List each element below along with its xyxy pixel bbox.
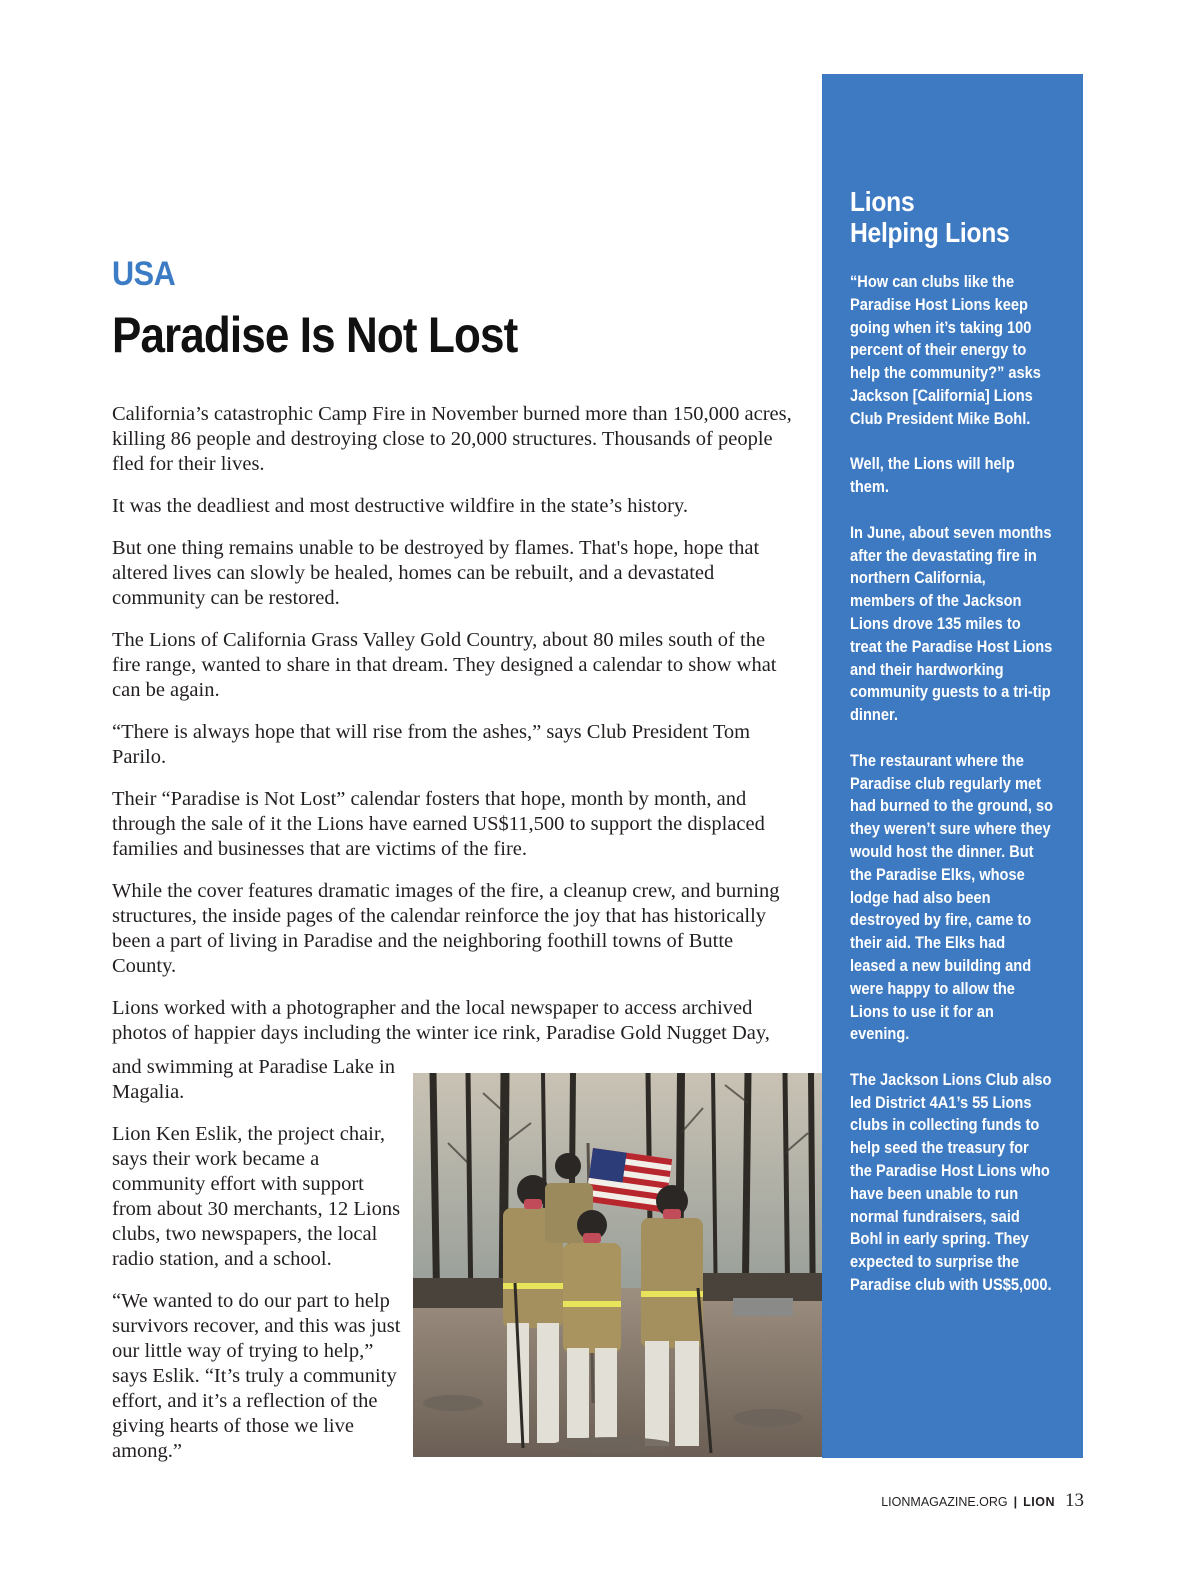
sidebar-paragraph: The restaurant where the Paradise club regularly met had burned to the ground, so they weren’t sure where they would host the dinner. But the Paradise Elks, whose lodge had also been destroyed by fire, came to their aid. The Elks had leased a new building and were happy to allow the Lions to use it for an evening. [850, 750, 1054, 1044]
article-paragraph: Lions worked with a photographer and the local newspaper to access archived photos of happier days including the winter ice rink, Paradise Gold Nugget Day, [112, 997, 770, 1044]
article-body [112, 402, 792, 1063]
sidebar-paragraph: In June, about seven months after the devastating fire in northern California, members of the Jackson Lions drove 135 miles to treat the Paradise Host Lions and their hardworking community guests to a tri-tip dinner. [850, 522, 1053, 725]
page-number: 13 [1065, 1490, 1084, 1511]
article-narrow-column [112, 1055, 402, 1481]
sidebar-paragraph: The Jackson Lions Club also led District 4A1’s 55 Lions clubs in collecting funds to help seed the treasury for the Paradise Host Lions who have been unable to run normal fundraisers, said Bohl in early spring. They expected to surprise the Paradise club with US$5,000. [850, 1069, 1052, 1295]
sidebar-title [850, 186, 1052, 248]
sidebar-paragraph: Well, the Lions will help them. [850, 454, 1015, 497]
article-paragraph: While the cover features dramatic images of the fire, a cleanup crew, and burning structures, the inside pages of the calendar reinforce the joy that has historically been a part of living in Paradise and the neighboring foothill towns of Butte County. [112, 880, 780, 977]
article-paragraph: The Lions of California Grass Valley Gold Country, about 80 miles south of the fire range, wanted to share in that dream. They designed a calendar to show what can be again. [112, 629, 777, 701]
article-paragraph: California’s catastrophic Camp Fire in November burned more than 150,000 acres, killing 86 people and destroying close to 20,000 structures. Thousands of people fled for their lives. [112, 403, 792, 475]
footer-separator: | [1013, 1495, 1018, 1509]
sidebar-box [822, 74, 1083, 1458]
footer-brand: LION [1023, 1495, 1055, 1509]
article-paragraph: Their “Paradise is Not Lost” calendar fosters that hope, month by month, and through the sale of it the Lions have earned US$11,500 to support the displaced families and businesses that are victims of the fire. [112, 788, 765, 860]
article-paragraph: But one thing remains unable to be destroyed by flames. That's hope, hope that altered lives can slowly be healed, homes can be rebuilt, and a devastated community can be restored. [112, 537, 760, 609]
article-paragraph: It was the deadliest and most destructive wildfire in the state’s history. [112, 495, 688, 517]
article-paragraph: and swimming at Paradise Lake in Magalia. [112, 1056, 395, 1103]
article-paragraph: “We wanted to do our part to help survivors recover, and this was just our little way of trying to help,” says Eslik. “It’s truly a community effort, and it’s a reflection of the giving hearts of those we live among.” [112, 1290, 401, 1462]
section-label: USA [112, 255, 176, 293]
firefighters-photo-illustration [413, 1073, 822, 1457]
article-paragraph: Lion Ken Eslik, the project chair, says their work became a community effort with support from about 30 merchants, 12 Lions clubs, two newspapers, the local radio station, and a school. [112, 1123, 401, 1270]
sidebar-title-line1: Lions [850, 186, 915, 217]
sidebar-title-line2: Helping Lions [850, 217, 1010, 248]
article-paragraph: “There is always hope that will rise from the ashes,” says Club President Tom Parilo. [112, 721, 751, 768]
page-footer [881, 1490, 1084, 1512]
sidebar-paragraph: “How can clubs like the Paradise Host Lions keep going when it’s taking 100 percent of their energy to help the community?” asks Jackson [California] Lions Club President Mike Bohl. [850, 272, 1041, 428]
sidebar-body [850, 271, 1055, 1320]
footer-site-link[interactable]: LIONMAGAZINE.ORG [881, 1495, 1008, 1509]
firefighters-photo [413, 1073, 822, 1457]
page-title: Paradise Is Not Lost [112, 307, 518, 363]
